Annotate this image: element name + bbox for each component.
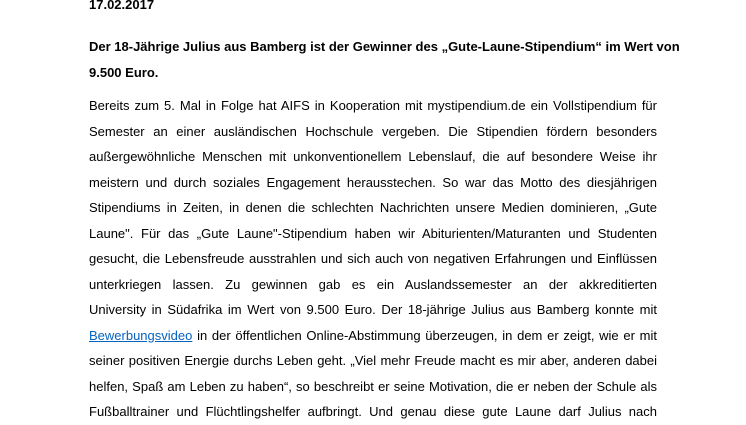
body-line: gesucht, die Lebensfreude ausstrahlen und sich auch von negativen Erfahrungen und Einflüssen (89, 251, 657, 266)
press-release-date: 17.02.2017 (89, 0, 155, 12)
headline (89, 37, 680, 88)
body-line: Bereits zum 5. Mal in Folge hat AIFS in Kooperation mit mystipendium.de ein Vollstipendium für (89, 98, 657, 113)
headline-line-2: 9.500 Euro. (89, 64, 159, 80)
bewerbungsvideo-link[interactable]: Bewerbungsvideo (89, 327, 193, 343)
headline-line-1: Der 18-Jährige Julius aus Bamberg ist der Gewinner des „Gute-Laune-Stipendium“ im Wert von (89, 39, 680, 54)
body-line: seiner positiven Energie durchs Leben geht. „Viel mehr Freude macht es mir aber, anderen dabei (89, 353, 657, 368)
body-line-rest: in der öffentlichen Online-Abstimmung überzeugen, in dem er zeigt, wie er mit (192, 327, 657, 343)
body-line: Semester an einer ausländischen Hochschule vergeben. Die Stipendien fördern besonders (89, 123, 657, 139)
body-line: unterkriegen lassen. Zu gewinnen gab es ein Auslandssemester an der akkreditierten (89, 276, 657, 292)
body-line: Laune". Für das „Gute Laune"-Stipendium haben wir Abiturienten/Maturanten und Studenten (89, 225, 657, 241)
body-line: meistern und durch soziales Engagement herausstechen. So war das Motto des diesjährigen (89, 174, 657, 190)
body-line: außergewöhnliche Menschen mit unkonventionellem Lebenslauf, die auf besondere Weise ihr (89, 149, 657, 164)
body-line: University in Südafrika im Wert von 9.500 Euro. Der 18-jährige Julius aus Bamberg konnte mit (89, 302, 657, 317)
body-line: Stipendiums in Zeiten, in denen die schlechten Nachrichten unsere Medien dominieren, „Gute (89, 200, 657, 215)
body-line: helfen, Spaß am Leben zu haben“, so beschreibt er seine Motivation, die er neben der Schule als (89, 378, 657, 394)
body-line-with-link (89, 323, 657, 349)
body-paragraph (89, 93, 657, 425)
body-line: Fußballtrainer und Flüchtlingshelfer aufbringt. Und genau diese gute Laune darf Julius nach (89, 404, 657, 419)
